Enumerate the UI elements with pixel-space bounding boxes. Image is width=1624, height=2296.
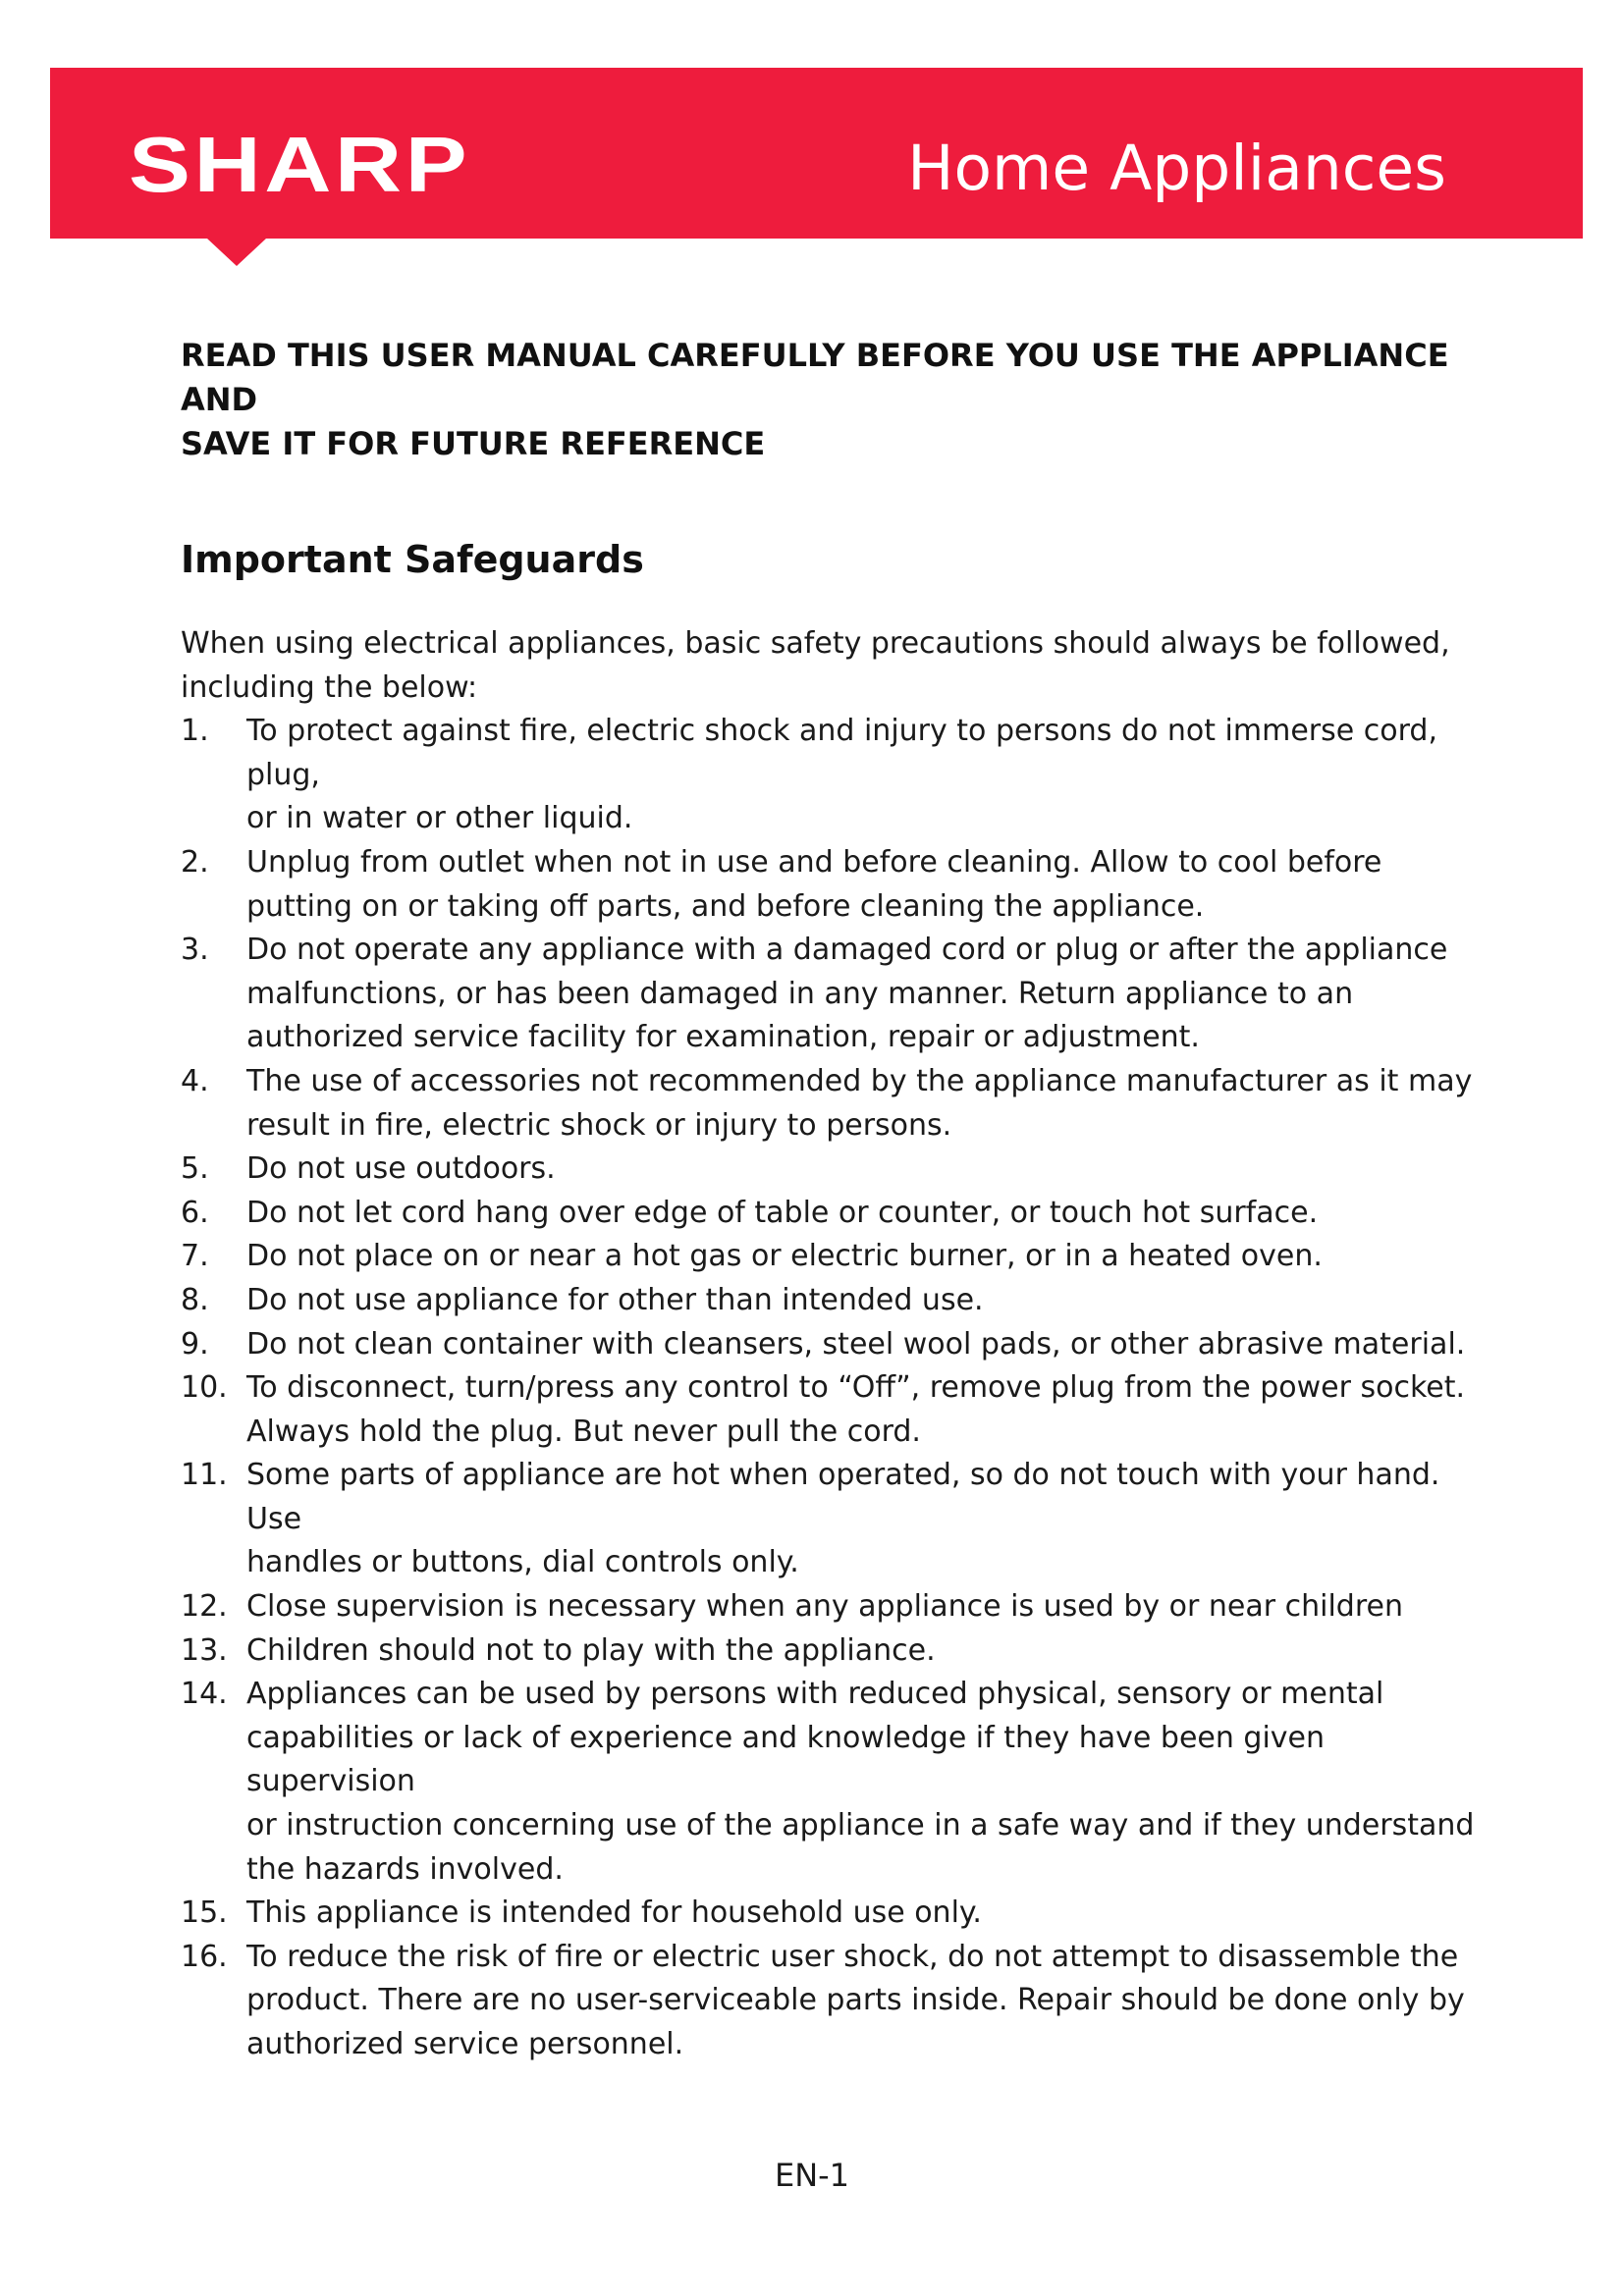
document-body: [181, 334, 1477, 2067]
item-number: 4.: [181, 1063, 209, 1098]
item-number: 14.: [181, 1677, 228, 1712]
safeguard-item: [181, 1585, 1477, 1629]
item-number: 8.: [181, 1282, 209, 1317]
safeguard-item: [181, 1936, 1477, 2067]
notice-line-2: SAVE IT FOR FUTURE REFERENCE: [181, 425, 766, 462]
item-text: To protect against fire, electric shock and injury to persons do not immerse cord, plug, or in water or other liquid.: [246, 714, 1437, 836]
item-text: Children should not to play with the appliance.: [246, 1632, 936, 1668]
brand-logo: SHARP: [129, 121, 471, 208]
item-text: Close supervision is necessary when any appliance is used by or near children: [246, 1589, 1403, 1625]
safeguard-item: [181, 1279, 1477, 1323]
safeguard-item: [181, 1629, 1477, 1674]
intro-paragraph: [181, 622, 1477, 710]
item-number: 1.: [181, 714, 209, 749]
item-text: To disconnect, turn/press any control to “Off”, remove plug from the power socket. Always hold the plug. But never pull the cord.: [246, 1370, 1466, 1449]
item-number: 5.: [181, 1151, 209, 1187]
item-text: To reduce the risk of fire or electric user shock, do not attempt to disassemble the product. There are no user-serviceable parts inside. Repair should be done only by authorized service personnel.: [246, 1939, 1465, 2061]
header-title: Home Appliances: [907, 133, 1446, 204]
item-text: Unplug from outlet when not in use and before cleaning. Allow to cool before putting on or taking off parts, and before cleaning the appliance.: [246, 844, 1382, 924]
safeguard-item: [181, 710, 1477, 841]
safeguard-item: [181, 1892, 1477, 1936]
safeguard-item: [181, 841, 1477, 929]
intro-text: When using electrical appliances, basic safety precautions should always be followed, including the below:: [181, 626, 1450, 705]
header-pointer: [207, 239, 266, 266]
safeguard-item: [181, 1323, 1477, 1367]
safeguard-item: [181, 1673, 1477, 1892]
item-number: 7.: [181, 1239, 209, 1274]
item-text: Do not place on or near a hot gas or electric burner, or in a heated oven.: [246, 1239, 1323, 1274]
read-manual-notice: [181, 334, 1477, 466]
safeguard-item: [181, 1454, 1477, 1585]
item-text: Do not clean container with cleansers, steel wool pads, or other abrasive material.: [246, 1326, 1466, 1362]
item-number: 16.: [181, 1939, 228, 1974]
safeguard-item: [181, 1366, 1477, 1454]
safeguard-item: [181, 1148, 1477, 1192]
safeguard-item: [181, 929, 1477, 1060]
item-text: Appliances can be used by persons with reduced physical, sensory or mental capabilities or lack of experience and knowledge if they have been given supervision or instruction concerning use of the appliance in a safe way and if they understand the hazards involved.: [246, 1677, 1475, 1887]
item-text: The use of accessories not recommended by the appliance manufacturer as it may result in fire, electric shock or injury to persons.: [246, 1063, 1473, 1143]
item-number: 13.: [181, 1632, 228, 1668]
item-number: 6.: [181, 1195, 209, 1230]
item-number: 2.: [181, 844, 209, 880]
notice-line-1: READ THIS USER MANUAL CAREFULLY BEFORE YOU USE THE APPLIANCE AND: [181, 337, 1449, 418]
safeguard-item: [181, 1060, 1477, 1148]
item-number: 9.: [181, 1326, 209, 1362]
item-text: Do not operate any appliance with a damaged cord or plug or after the appliance malfunctions, or has been damaged in any manner. Return appliance to an authorized service facility for examination, repair or adjustment.: [246, 933, 1448, 1055]
item-number: 3.: [181, 933, 209, 968]
item-text: Do not let cord hang over edge of table or counter, or touch hot surface.: [246, 1195, 1319, 1230]
safeguard-item: [181, 1192, 1477, 1236]
item-text: Some parts of appliance are hot when operated, so do not touch with your hand. Use handles or buttons, dial controls only.: [246, 1458, 1440, 1580]
safeguard-item: [181, 1235, 1477, 1279]
section-title: Important Safeguards: [181, 538, 644, 581]
item-number: 15.: [181, 1896, 228, 1931]
page-number: EN-1: [774, 2157, 850, 2194]
item-text: This appliance is intended for household use only.: [246, 1896, 982, 1931]
item-number: 10.: [181, 1370, 228, 1406]
item-text: Do not use outdoors.: [246, 1151, 556, 1187]
safeguard-list: [181, 710, 1477, 2066]
item-text: Do not use appliance for other than intended use.: [246, 1282, 984, 1317]
item-number: 11.: [181, 1458, 228, 1493]
item-number: 12.: [181, 1589, 228, 1625]
